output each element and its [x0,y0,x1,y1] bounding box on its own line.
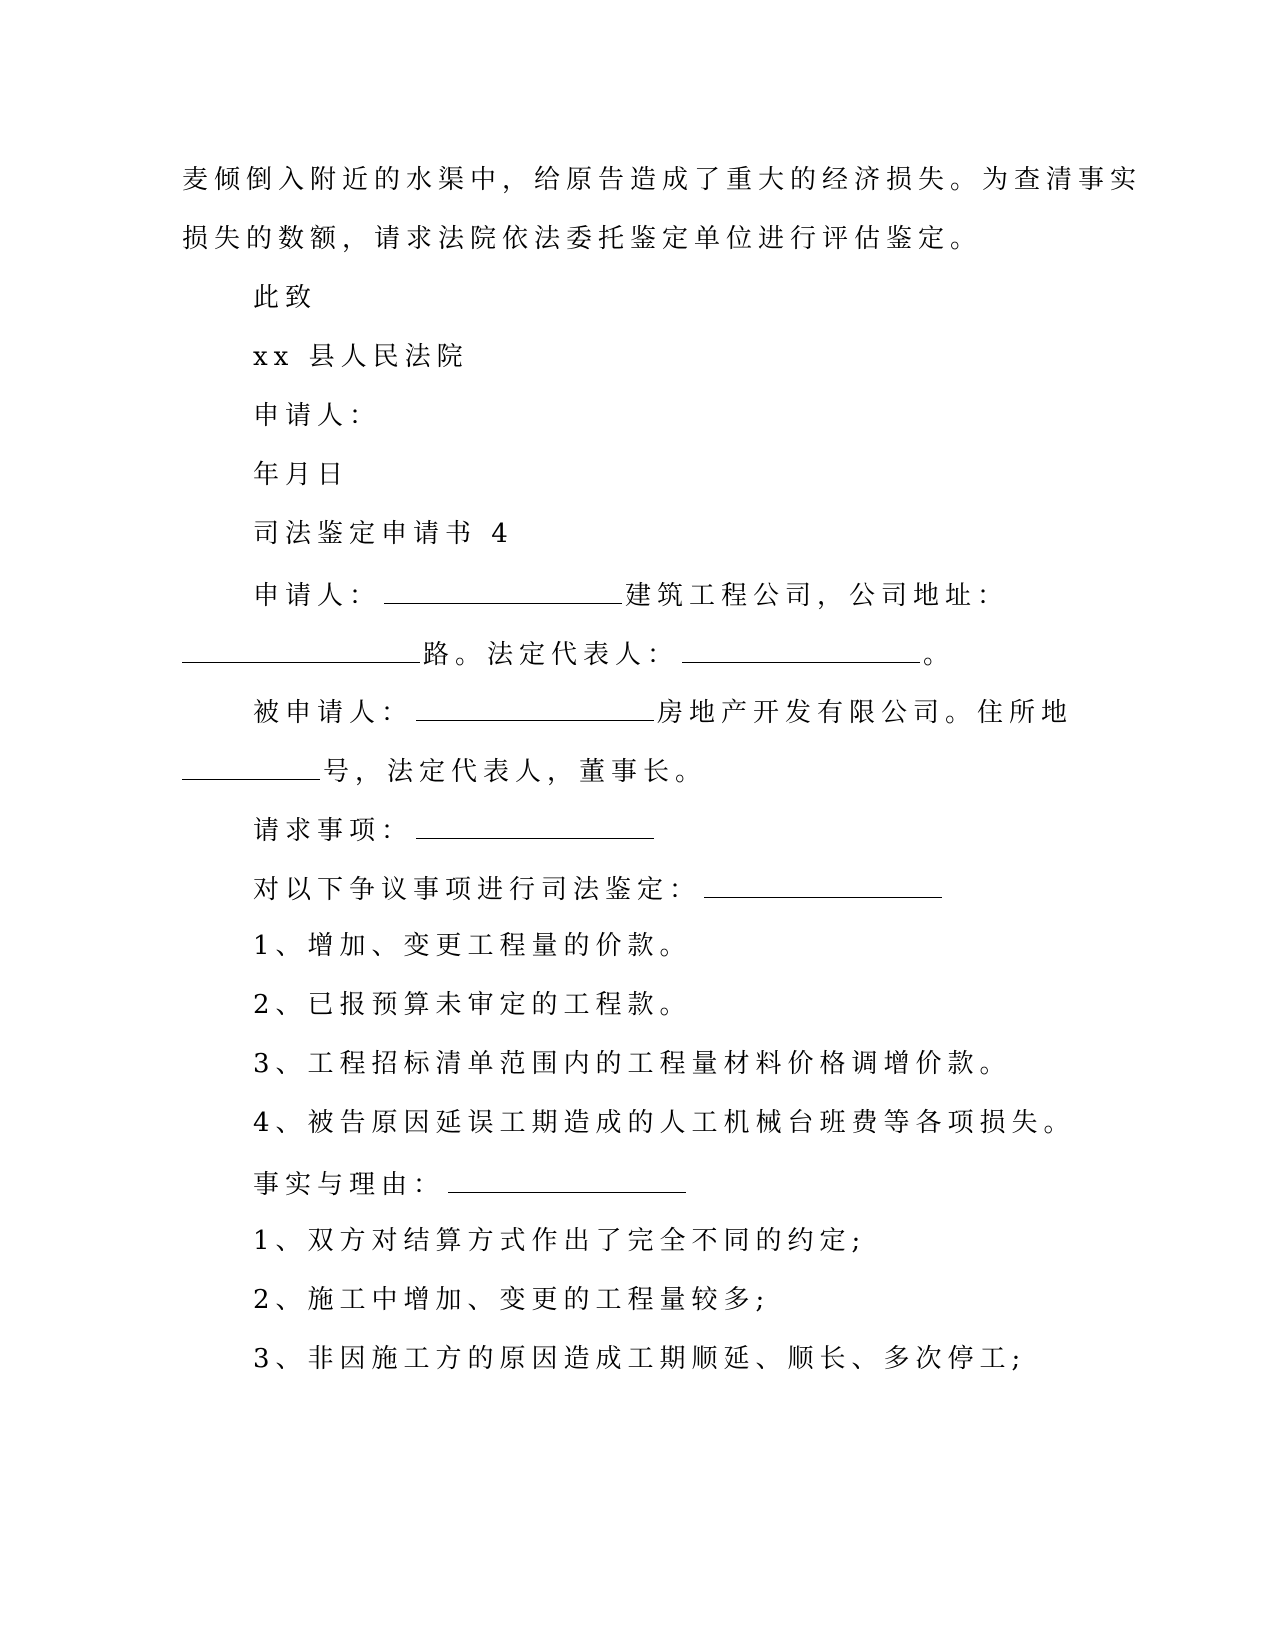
list-item: 3、工程招标清单范围内的工程量材料价格调增价款。 [253,1049,1012,1079]
appraisal-line [253,867,945,907]
respondent-name-blank[interactable] [416,690,654,721]
list-item: 4、被告原因延误工期造成的人工机械台班费等各项损失。 [253,1108,1076,1138]
applicant-line [253,573,1009,613]
respondent-address-blank[interactable] [182,749,320,780]
applicant-end-punct: 。 [923,640,956,670]
court-name: xx 县人民法院 [253,342,469,372]
applicant-signature: 申请人： [253,401,382,431]
list-item: 1、增加、变更工程量的价款。 [253,931,692,961]
applicant-address-blank[interactable] [182,632,420,663]
applicant-name-blank[interactable] [384,573,622,604]
date-line: 年月日 [253,460,350,490]
respondent-line [253,690,1073,730]
appraisal-label: 对以下争议事项进行司法鉴定： [253,875,702,905]
facts-label: 事实与理由： [253,1170,446,1200]
fact-item: 3、非因施工方的原因造成工期顺延、顺长、多次停工; [253,1344,1027,1374]
fact-item: 2、施工中增加、变更的工程量较多; [253,1285,771,1315]
request-label: 请求事项： [253,816,414,846]
request-blank[interactable] [416,808,654,839]
respondent-label: 被申请人： [253,698,414,728]
paragraph-continuation-line-1: 麦倾倒入附近的水渠中，给原告造成了重大的经济损失。为查清事实 [182,165,1143,195]
applicant-label: 申请人： [253,581,382,611]
fact-item: 1、双方对结算方式作出了完全不同的约定; [253,1226,867,1256]
paragraph-continuation-line-2: 损失的数额，请求法院依法委托鉴定单位进行评估鉴定。 [182,224,983,254]
request-line [253,808,657,848]
applicant-address-line [182,632,955,672]
facts-line [253,1162,689,1202]
facts-blank[interactable] [448,1162,686,1193]
respondent-address-line [182,749,707,789]
list-item: 2、已报预算未审定的工程款。 [253,990,692,1020]
appraisal-blank[interactable] [704,867,942,898]
applicant-road-text: 路。法定代表人： [423,640,680,670]
section-title: 司法鉴定申请书 4 [253,519,514,549]
respondent-address-text: 号，法定代表人，董事长。 [323,757,708,787]
salutation: 此致 [253,283,318,313]
applicant-legal-rep-blank[interactable] [682,632,920,663]
applicant-company-text: 建筑工程公司，公司地址： [625,581,1010,611]
respondent-company-text: 房地产开发有限公司。住所地 [657,698,1074,728]
